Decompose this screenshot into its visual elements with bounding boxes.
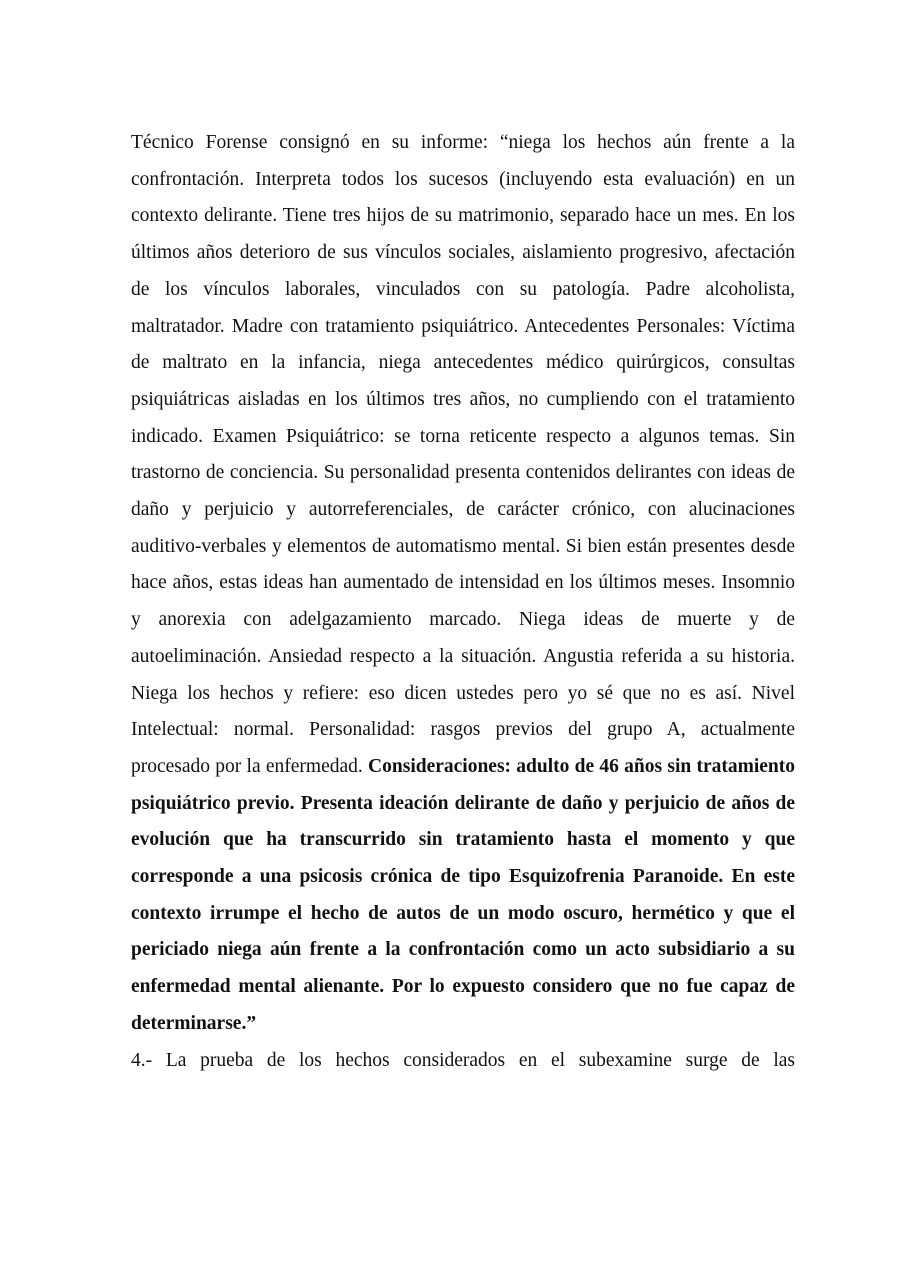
evidence-paragraph: 4.- La prueba de los hechos considerados en el subexamine surge de las [131,1049,795,1071]
report-body-text: Técnico Forense consignó en su informe: “niega los hechos aún frente a la confrontación. Interpreta todos los sucesos (incluyendo esta evaluación) en un contexto delirante. Tiene tres hijos de su matrimonio, separado hace un mes. En los últimos años deterioro de sus vínculos sociales, aislamiento progresivo, afectación de los vínculos laborales, vinculados con su patología. Padre alcoholista, maltratador. Madre con tratamiento psiquiátrico. Antecedentes Personales: Víctima de maltrato en la infancia, niega antecedentes médico quirúrgicos, consultas psiquiátricas aisladas en los últimos tres años, no cumpliendo con el tratamiento indicado. Examen Psiquiátrico: se torna reticente respecto a algunos temas. Sin trastorno de conciencia. Su personalidad presenta contenidos delirantes con ideas de daño y perjuicio y autorreferenciales, de carácter crónico, con alucinaciones auditivo-verbales y elementos de automatismo mental. Si bien están presentes desde hace años, estas ideas han aumentado de intensidad en los últimos meses. Insomnio y anorexia con adelgazamiento marcado. Niega ideas de muerte y de autoeliminación. Ansiedad respecto a la situación. Angustia referida a su historia. Niega los hechos y refiere: eso dicen ustedes pero yo sé que no es así. Nivel Intelectual: normal. Personalidad: rasgos previos del grupo A, actualmente procesado por la enfermedad. [131,132,795,777]
document-page [131,125,795,1079]
forensic-report-paragraph [131,125,795,1043]
considerations-bold-text: Consideraciones: adulto de 46 años sin tratamiento psiquiátrico previo. Presenta ideación delirante de daño y perjuicio de años de evolución que ha transcurrido sin tratamiento hasta el momento y que corresponde a una psicosis crónica de tipo Esquizofrenia Paranoide. En este contexto irrumpe el hecho de autos de un modo oscuro, hermético y que el periciado niega aún frente a la confrontación como un acto subsidiario a su enfermedad mental alienante. Por lo expuesto considero que no fue capaz de determinarse.” [131,755,796,1034]
